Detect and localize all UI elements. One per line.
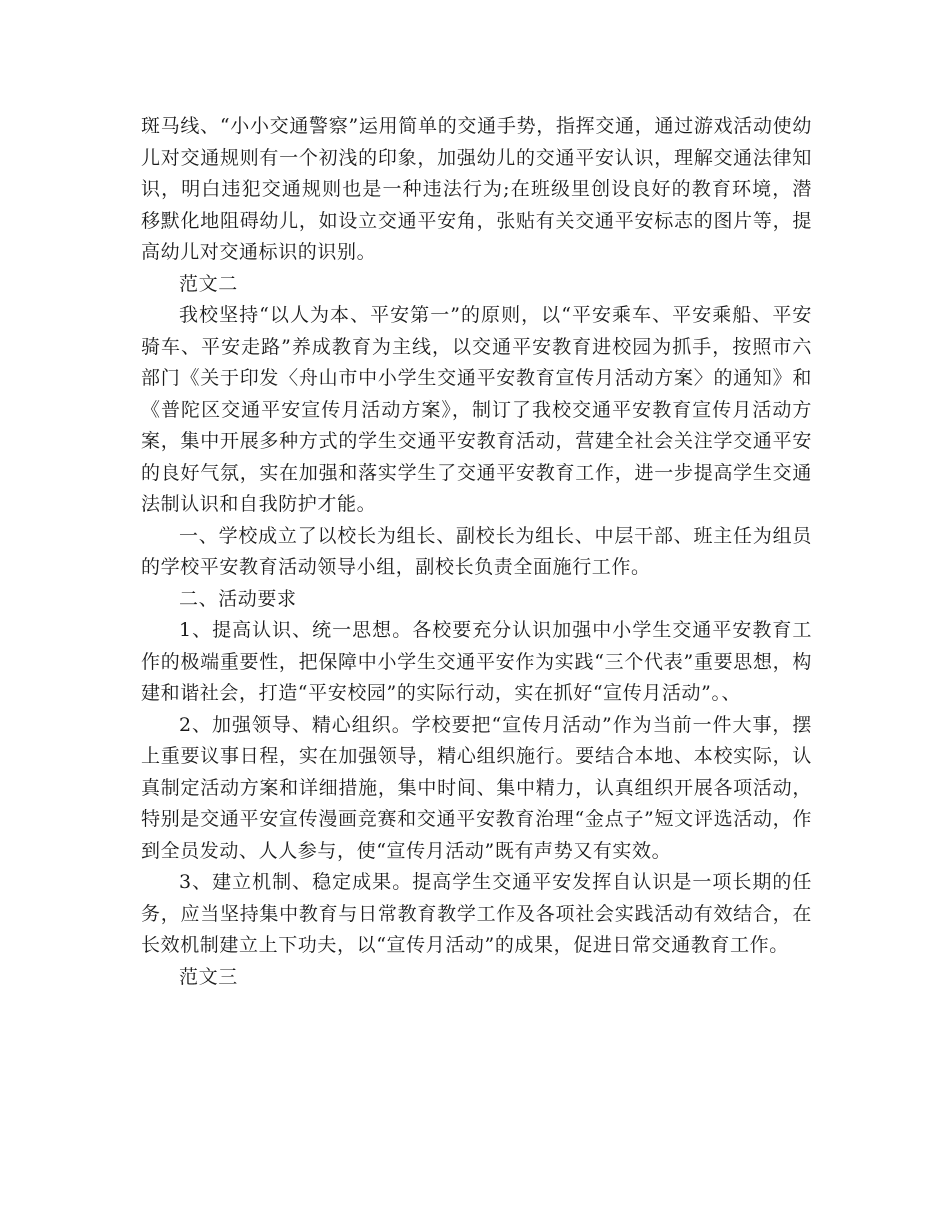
paragraph-requirement-2: 2、加强领导、精心组织。学校要把“宣传月活动”作为当前一件大事，摆上重要议事日程，实在加强领导，精心组织施行。要结合本地、本校实际，认真制定活动方案和详细措施，集中时间、集中精力，认真组织开展各项活动，特别是交通平安宣传漫画竞赛和交通平安教育治理“金点子”短文评选活动，作到全员发动、人人参与，使“宣传月活动”既有声势又有实效。 — [141, 713, 812, 862]
paragraph-kindergarten-traffic: 斑马线、“小小交通警察”运用简单的交通手势，指挥交通，通过游戏活动使幼儿对交通规则有一个初浅的印象，加强幼儿的交通平安认识，理解交通法律知识，明白违犯交通规则也是一种违法行为;在班级里创设良好的教育环境，潜移默化地阻碍幼儿，如设立交通平安角，张贴有关交通平安标志的图片等，提高幼儿对交通标识的识别。 — [141, 115, 812, 263]
heading-sample-three: 范文三 — [179, 965, 238, 988]
paragraph-leadership-group: 一、学校成立了以校长为组长、副校长为组长、中层干部、班主任为组员的学校平安教育活动领导小组，副校长负责全面施行工作。 — [141, 524, 812, 578]
heading-sample-two: 范文二 — [179, 272, 238, 295]
paragraph-school-principle: 我校坚持“以人为本、平安第一”的原则，以“平安乘车、平安乘船、平安骑车、平安走路”养成教育为主线，以交通平安教育进校园为抓手，按照市六部门《关于印发〈舟山市中小学生交通平安教育宣传月活动方案〉的通知》和《普陀区交通平安宣传月活动方案》，制订了我校交通平安教育宣传月活动方案，集中开展多种方式的学生交通平安教育活动，营建全社会关注学交通平安的良好气氛，实在加强和落实学生了交通平安教育工作，进一步提高学生交通法制认识和自我防护才能。 — [141, 304, 812, 515]
heading-activity-requirements: 二、活动要求 — [179, 587, 297, 610]
paragraph-requirement-1: 1、提高认识、统一思想。各校要充分认识加强中小学生交通平安教育工作的极端重要性，把保障中小学生交通平安作为实践“三个代表”重要思想，构建和谐社会，打造“平安校园”的实际行动，实在抓好“宣传月活动”。、 — [141, 619, 812, 704]
paragraph-requirement-3: 3、建立机制、稳定成果。提高学生交通平安发挥自认识是一项长期的任务，应当坚持集中教育与日常教育教学工作及各项社会实践活动有效结合，在长效机制建立上下功夫，以“宣传月活动”的成果，促进日常交通教育工作。 — [141, 871, 812, 956]
